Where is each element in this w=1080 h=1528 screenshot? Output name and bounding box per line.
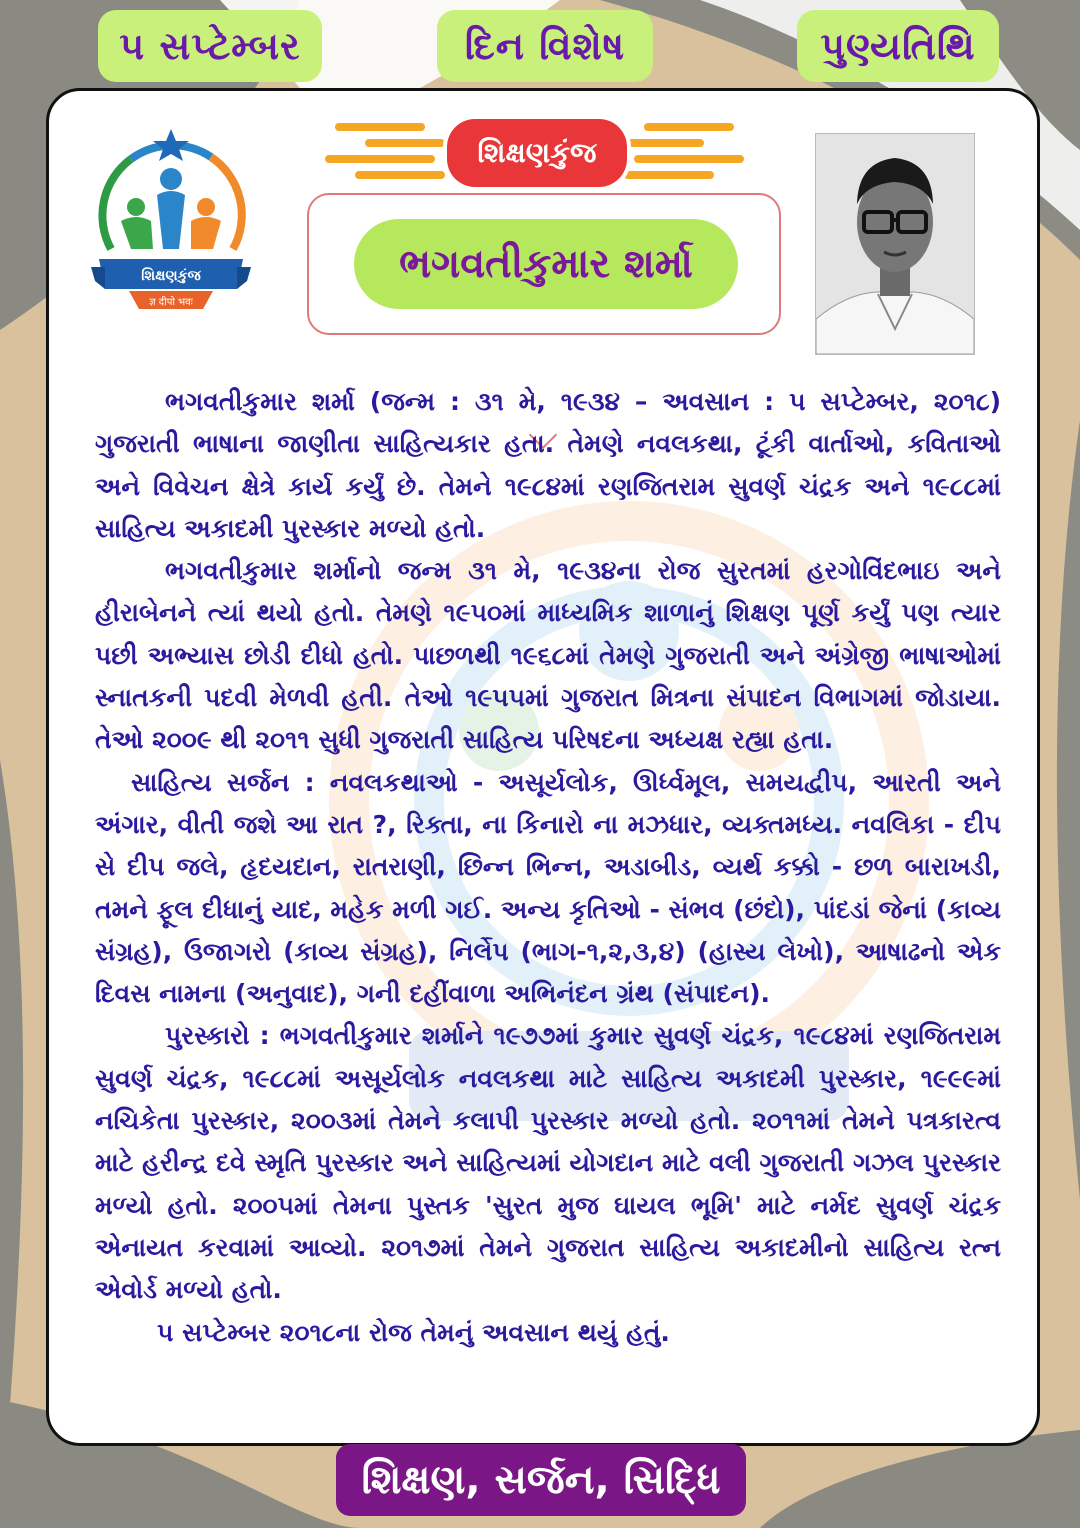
- paragraph-awards: પુરસ્કારો : ભગવતીકુમાર શર્માને ૧૯૭૭માં કુમાર સુવર્ણ ચંદ્રક, ૧૯૮૪માં રણજિતરામ સુવર્ણ ચંદ્રક, ૧૯૮૮માં અસૂર્યલોક નવલકથા માટે સાહિત્ય અકાદમી પુરસ્કાર, ૧૯૯૯માં નચિકેતા પુરસ્કાર, ૨૦૦૩માં તેમને કલાપી પુરસ્કાર મળ્યો હતો. ૨૦૧૧માં તેમને પત્રકારત્વ માટે હરીન્દ્ર દવે સ્મૃતિ પુરસ્કાર અને સાહિત્યમાં યોગદાન માટે વલી ગુજરાતી ગઝલ પુરસ્કાર મળ્યો હતો. ૨૦૦૫માં તેમના પુસ્તક 'સુરત મુજ ઘાયલ ભૂમિ' માટે નર્મદ સુવર્ણ ચંદ્રક એનાયત કરવામાં આવ્યો. ૨૦૧૭માં તેમને ગુજરાત સાહિત્ય અકાદમીનો સાહિત્ય રત્ન એવોર્ડ મળ્યો હતો.: [95, 1021, 1001, 1305]
- paragraph-works: સાહિત્ય સર્જન : નવલકથાઓ - અસૂર્યલોક, ઊર્ધ્વમૂલ, સમયદ્વીપ, આરતી અને અંગાર, વીતી જશે આ રાત ?, રિક્તા, ના કિનારો ના મઝધાર, વ્યક્તમધ્ય. નવલિકા - દીપ સે દીપ જલે, હૃદયદાન, રાતરાણી, છિન્ન ભિન્ન, અડાબીડ, વ્યર્થ કક્કો - છળ બારાખડી, તમને ફૂલ દીધાનું યાદ, મહેક મળી ગઈ. અન્ય કૃતિઓ - સંભવ (છંદો), પાંદડાં જેનાં (કાવ્ય સંગ્રહ), ઉજાગરો (કાવ્ય સંગ્રહ), નિર્લેપ (ભાગ-૧,૨,૩,૪) (હાસ્ય લેખો), આષાઢનો એક દિવસ નામના (અનુવાદ), ગની દહીંવાળા અભિનંદન ગ્રંથ (સંપાદન).: [95, 767, 1001, 1009]
- content-card: [46, 88, 1040, 1446]
- logo-motto: ज्ञ दीपो भवः: [149, 297, 193, 308]
- portrait-photo: [815, 133, 975, 355]
- paragraph-death: ૫ સપ્ટેમ્બર ૨૦૧૮ના રોજ તેમનું અવસાન થયું હતું.: [157, 1317, 670, 1347]
- footer-motto: શિક્ષણ, સર્જન, સિદ્ધિ: [336, 1444, 746, 1516]
- title-frame: [307, 193, 781, 335]
- paragraph-intro: ભગવતીકુમાર શર્મા (જન્મ : ૩૧ મે, ૧૯૩૪ – અવસાન : ૫ સપ્ટેમ્બર, ૨૦૧૮) ગુજરાતી ભાષાના જાણીતા સાહિત્યકાર હતા. તેમણે નવલકથા, ટૂંકી વાર્તાઓ, કવિતાઓ અને વિવેચન ક્ષેત્રે કાર્ય કર્યું છે. તેમને ૧૯૮૪માં રણજિતરામ સુવર્ણ ચંદ્રક અને ૧૯૮૮માં સાહિત્ય અકાદમી પુરસ્કાર મળ્યો હતો.: [95, 387, 1001, 543]
- page-title: ભગવતીકુમાર શર્મા: [354, 219, 738, 309]
- date-tag: ૫ સપ્ટેમ્બર: [98, 10, 322, 82]
- stripes-right-icon: [624, 117, 754, 187]
- stripes-left-icon: [325, 117, 455, 187]
- occasion-tag: પુણ્યતિથિ: [797, 10, 999, 82]
- category-tag: દિન વિશેષ: [437, 10, 653, 82]
- logo-text: શિક્ષણકુંજ: [141, 268, 201, 284]
- brand-badge: શિક્ષણકુંજ: [447, 119, 627, 187]
- biography-text: [95, 381, 1001, 1354]
- shikshankunj-logo-icon: [91, 129, 251, 314]
- portrait-icon: [816, 134, 974, 354]
- paragraph-early-life: ભગવતીકુમાર શર્માનો જન્મ ૩૧ મે, ૧૯૩૪ના રોજ સુરતમાં હરગોવિંદભાઇ અને હીરાબેનને ત્યાં થયો હતો. તેમણે ૧૯૫૦માં માધ્યમિક શાળાનું શિક્ષણ પૂર્ણ કર્યું પણ ત્યાર પછી અભ્યાસ છોડી દીધો હતો. પાછળથી ૧૯૬૮માં તેમણે ગુજરાતી અને અંગ્રેજી ભાષાઓમાં સ્નાતકની પદવી મેળવી હતી. તેઓ ૧૯૫૫માં ગુજરાત મિત્રના સંપાદન વિભાગમાં જોડાયા. તેઓ ૨૦૦૯ થી ૨૦૧૧ સુધી ગુજરાતી સાહિત્ય પરિષદના અધ્યક્ષ રહ્યા હતા.: [95, 556, 1001, 755]
